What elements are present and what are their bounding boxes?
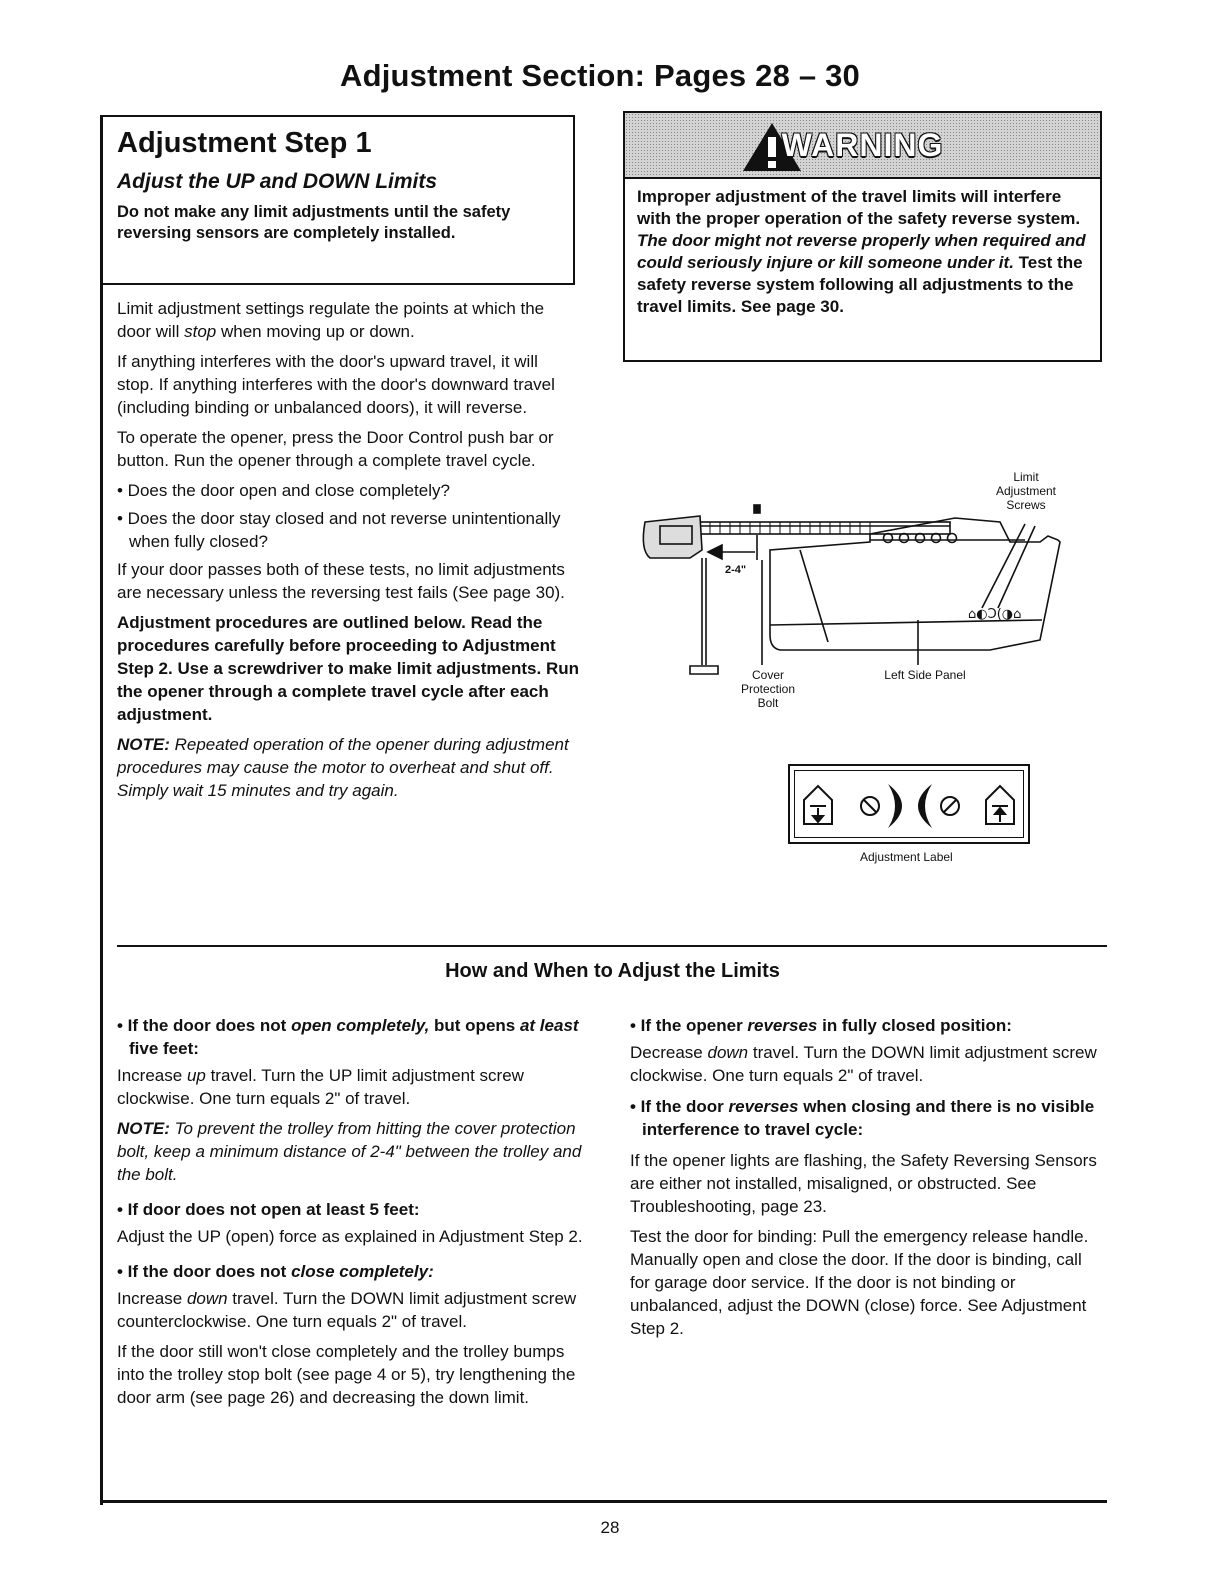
- svg-text:⌂◐Ɔ(◑⌂: ⌂◐Ɔ(◑⌂: [968, 607, 1022, 622]
- text: when moving up or down.: [216, 322, 415, 341]
- text: • If the opener: [630, 1016, 748, 1035]
- text: • If the door does not: [117, 1016, 292, 1035]
- text: travel. Turn the DOWN limit adjustment screw counterclockwise. One turn equals 2" of travel.: [117, 1289, 577, 1331]
- text: Protection: [740, 682, 796, 696]
- how-when-left-column: [117, 1014, 587, 1416]
- condition-heading: [117, 1260, 587, 1283]
- note-label: NOTE:: [117, 1119, 170, 1138]
- paragraph: [117, 297, 579, 343]
- text: up: [186, 1066, 206, 1085]
- text: • If the door: [630, 1097, 729, 1116]
- paragraph: Test the door for binding: Pull the emergency release handle. Manually open and close the door. If the door is binding, call for garage door service. If the door is not binding or unbalanced, adjust the DOWN (close) force. See Adjustment Step 2.: [630, 1227, 1089, 1338]
- text: Increase: [117, 1066, 187, 1085]
- note-text: Repeated operation of the opener during adjustment procedures may cause the motor to overheat and shut off. Simply wait 15 minutes and try again.: [117, 735, 569, 800]
- condition-heading: [117, 1014, 587, 1060]
- note-label: NOTE:: [117, 735, 170, 754]
- text: Limit adjustment settings regulate the points at which the door will: [117, 299, 545, 341]
- condition-heading: [630, 1095, 1100, 1141]
- paragraph: Adjust the UP (open) force as explained in Adjustment Step 2.: [117, 1227, 583, 1246]
- paragraph: To operate the opener, press the Door Control push bar or button. Run the opener through a complete travel cycle.: [117, 428, 554, 470]
- text: when closing and there is no visible interference to travel cycle:: [642, 1097, 1095, 1139]
- warning-word: WARNING: [781, 127, 944, 163]
- step-heading: Adjustment Step 1: [117, 127, 372, 159]
- how-when-right-column: [630, 1014, 1100, 1347]
- cover-bolt-label: [728, 668, 808, 710]
- text: travel. Turn the DOWN limit adjustment screw clockwise. One turn equals 2" of travel.: [630, 1043, 1097, 1085]
- warning-box: [623, 111, 1102, 362]
- page-number: 28: [600, 1518, 620, 1537]
- how-when-heading: How and When to Adjust the Limits: [445, 960, 780, 982]
- note: [117, 733, 579, 802]
- distance-label: 2-4": [725, 564, 747, 576]
- text: Decrease: [630, 1043, 708, 1062]
- text: close completely:: [291, 1262, 434, 1281]
- text: Adjustment: [995, 484, 1057, 498]
- adjustment-label-caption: Adjustment Label: [860, 850, 953, 864]
- text: reverses: [747, 1016, 818, 1035]
- list-item: • Does the door open and close completely?: [117, 481, 450, 500]
- section-rule: [117, 945, 1107, 947]
- page-title: Adjustment Section: Pages 28 – 30: [340, 58, 860, 93]
- text: The door might not reverse properly when required and could seriously injure or kill someone under it.: [637, 231, 1086, 272]
- text: • If the door does not: [117, 1262, 292, 1281]
- condition-heading: [630, 1014, 1100, 1037]
- warning-header: [625, 113, 1100, 179]
- step-warning-text: Do not make any limit adjustments until the safety reversing sensors are completely installed.: [117, 203, 511, 242]
- text: at least: [519, 1016, 579, 1035]
- opener-diagram: [630, 460, 1100, 730]
- paragraph: [117, 1064, 587, 1110]
- text: Bolt: [757, 696, 779, 710]
- limit-screws-label: [986, 470, 1066, 512]
- text: Cover: [751, 668, 784, 682]
- adjustment-symbols: [790, 766, 1028, 842]
- paragraph: [117, 1287, 587, 1333]
- text: down: [707, 1043, 749, 1062]
- paragraph: If anything interferes with the door's upward travel, it will stop. If anything interferes with the door's downward travel (including binding or unbalanced doors), it will reverse.: [117, 352, 555, 417]
- paragraph: Adjustment procedures are outlined below. Read the procedures carefully before proceeding to Adjustment Step 2. Use a screwdriver to make limit adjustments. Run the opener through a complete travel cycle after each adjustment.: [117, 613, 579, 724]
- paragraph: If the door still won't close completely and the trolley bumps into the trolley stop bolt (see page 4 or 5), try lengthening the door arm (see page 26) and decreasing the down limit.: [117, 1342, 576, 1407]
- left-rule: [100, 281, 103, 1505]
- text: Increase: [117, 1289, 187, 1308]
- adjustment-step-box: [100, 115, 575, 285]
- text: down: [186, 1289, 228, 1308]
- text: travel. Turn the UP limit adjustment screw clockwise. One turn equals 2" of travel.: [117, 1066, 524, 1108]
- condition-heading: • If door does not open at least 5 feet:: [117, 1200, 420, 1219]
- note-text: To prevent the trolley from hitting the cover protection bolt, keep a minimum distance of 2-4" between the trolley and the bolt.: [117, 1119, 582, 1184]
- text: Improper adjustment of the travel limits will interfere with the proper operation of the safety reverse system.: [637, 187, 1081, 228]
- text: five feet:: [129, 1039, 199, 1058]
- paragraph: If the opener lights are flashing, the Safety Reversing Sensors are either not installed, misaligned, or obstructed. See Troubleshooting, page 23.: [630, 1151, 1097, 1216]
- left-column: [117, 297, 579, 809]
- adjustment-label-graphic: [788, 764, 1030, 844]
- paragraph: If your door passes both of these tests, no limit adjustments are necessary unless the reversing test fails (See page 30).: [117, 560, 565, 602]
- bottom-rule: [100, 1500, 1107, 1503]
- text: reverses: [728, 1097, 799, 1116]
- list-item: • Does the door stay closed and not reverse unintentionally when fully closed?: [117, 509, 561, 551]
- warning-text: [637, 186, 1092, 318]
- step-subheading: Adjust the UP and DOWN Limits: [117, 170, 438, 193]
- left-side-panel-label: Left Side Panel: [884, 668, 966, 682]
- text: in fully closed position:: [817, 1016, 1012, 1035]
- text: open completely,: [291, 1016, 430, 1035]
- text: stop: [184, 322, 217, 341]
- text: Test the safety reverse system following all adjustments to the travel limits. See page 30.: [637, 253, 1083, 316]
- text: but opens: [429, 1016, 520, 1035]
- text: Screws: [1006, 498, 1046, 512]
- paragraph: [630, 1041, 1100, 1087]
- note: [117, 1117, 587, 1186]
- text: Limit: [1013, 470, 1039, 484]
